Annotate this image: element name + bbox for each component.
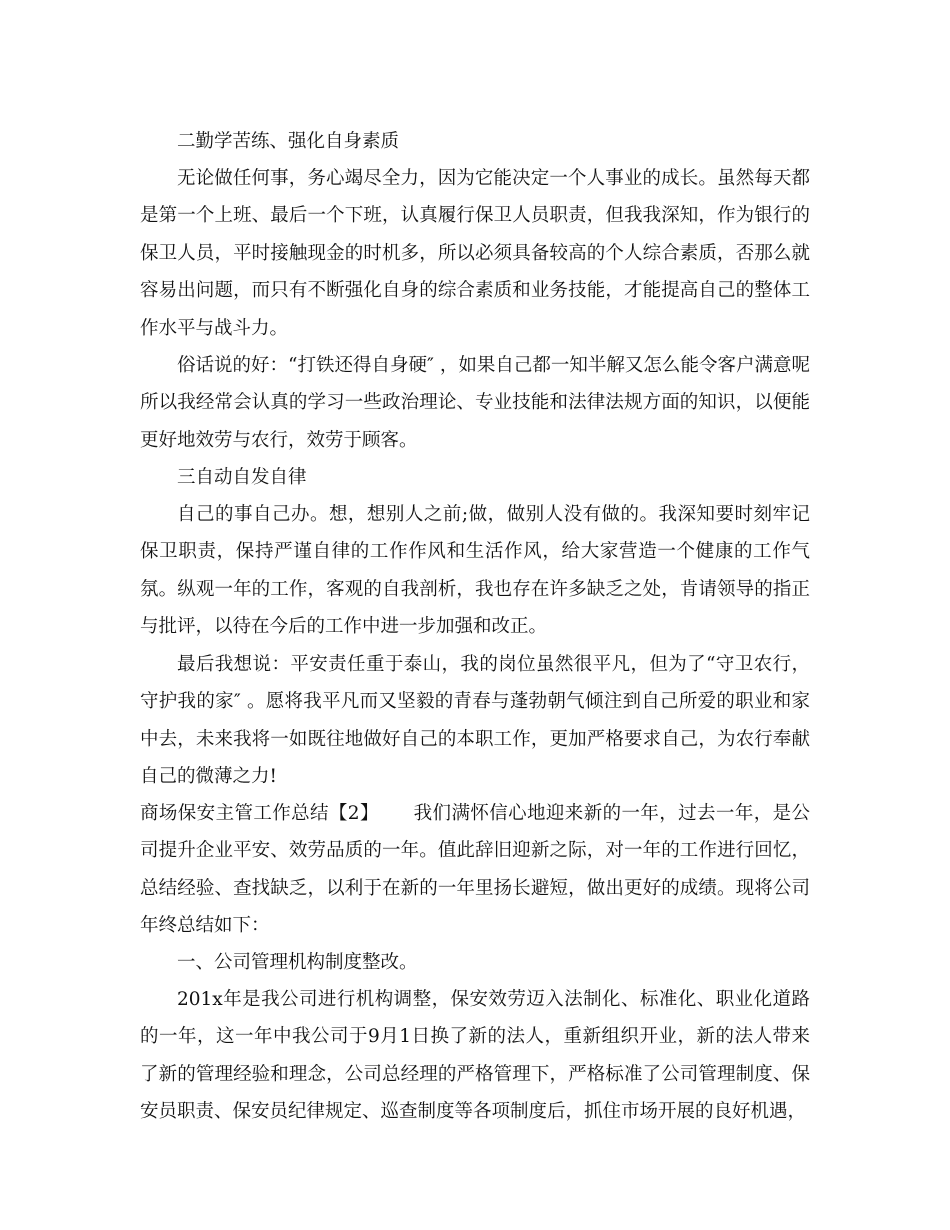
- paragraph-closing: 最后我想说：平安责任重于泰山，我的岗位虽然很平凡，但为了“守卫农行，守护我的家″ 。愿将我平凡而又坚毅的青春与蓬勃朝气倾注到自己所爱的职业和家中去，未来我将一如既往地做好自己的本职工作，更加严格要求自己，为农行奉献自己的微薄之力!: [140, 654, 810, 788]
- section-heading-2: 二勤学苦练、强化自身素质: [177, 131, 400, 152]
- paragraph-study: 无论做任何事，务心竭尽全力，因为它能决定一个人事业的成长。虽然每天都是第一个上班、最后一个下班，认真履行保卫人员职责，但我我深知，作为银行的保卫人员，平时接触现金的时机多，所以必须具备较高的个人综合素质，否那么就容易出问题，而只有不断强化自身的综合素质和业务技能，才能提高自己的整体工作水平与战斗力。: [140, 168, 810, 339]
- section-heading-3: 三自动自发自律: [177, 467, 307, 488]
- section-heading-management: 一、公司管理机构制度整改。: [177, 952, 418, 973]
- paragraph-proverb: 俗话说的好：“打铁还得自身硬″ ，如果自己都一知半解又怎么能令客户满意呢所以我经常会认真的学习一些政治理论、专业技能和法律法规方面的知识，以便能更好地效劳与农行，效劳于顾客。: [140, 355, 810, 451]
- paragraph-self-discipline: 自己的事自己办。想，想别人之前;做，做别人没有做的。我深知要时刻牢记保卫职责，保持严谨自律的工作作风和生活作风，给大家营造一个健康的工作气氛。纵观一年的工作，客观的自我剖析，我也存在许多缺乏之处，肯请领导的指正与批评，以待在今后的工作中进一步加强和改正。: [140, 504, 810, 638]
- paragraph-restructure: 201x年是我公司进行机构调整，保安效劳迈入法制化、标准化、职业化道路的一年，这一年中我公司于9月1日换了新的法人，重新组织开业，新的法人带来了新的管理经验和理念，公司总经理的严格管理下，严格标准了公司管理制度、保安员职责、保安员纪律规定、巡查制度等各项制度后，抓住市场开展的良好机遇，: [140, 989, 810, 1123]
- report-2-intro: 商场保安主管工作总结【2】 我们满怀信心地迎来新的一年，过去一年，是公司提升企业平安、效劳品质的一年。值此辞旧迎新之际，对一年的工作进行回忆，总结经验、查找缺乏，以利于在新的一年里扬长避短，做出更好的成绩。现将公司年终总结如下：: [140, 803, 810, 937]
